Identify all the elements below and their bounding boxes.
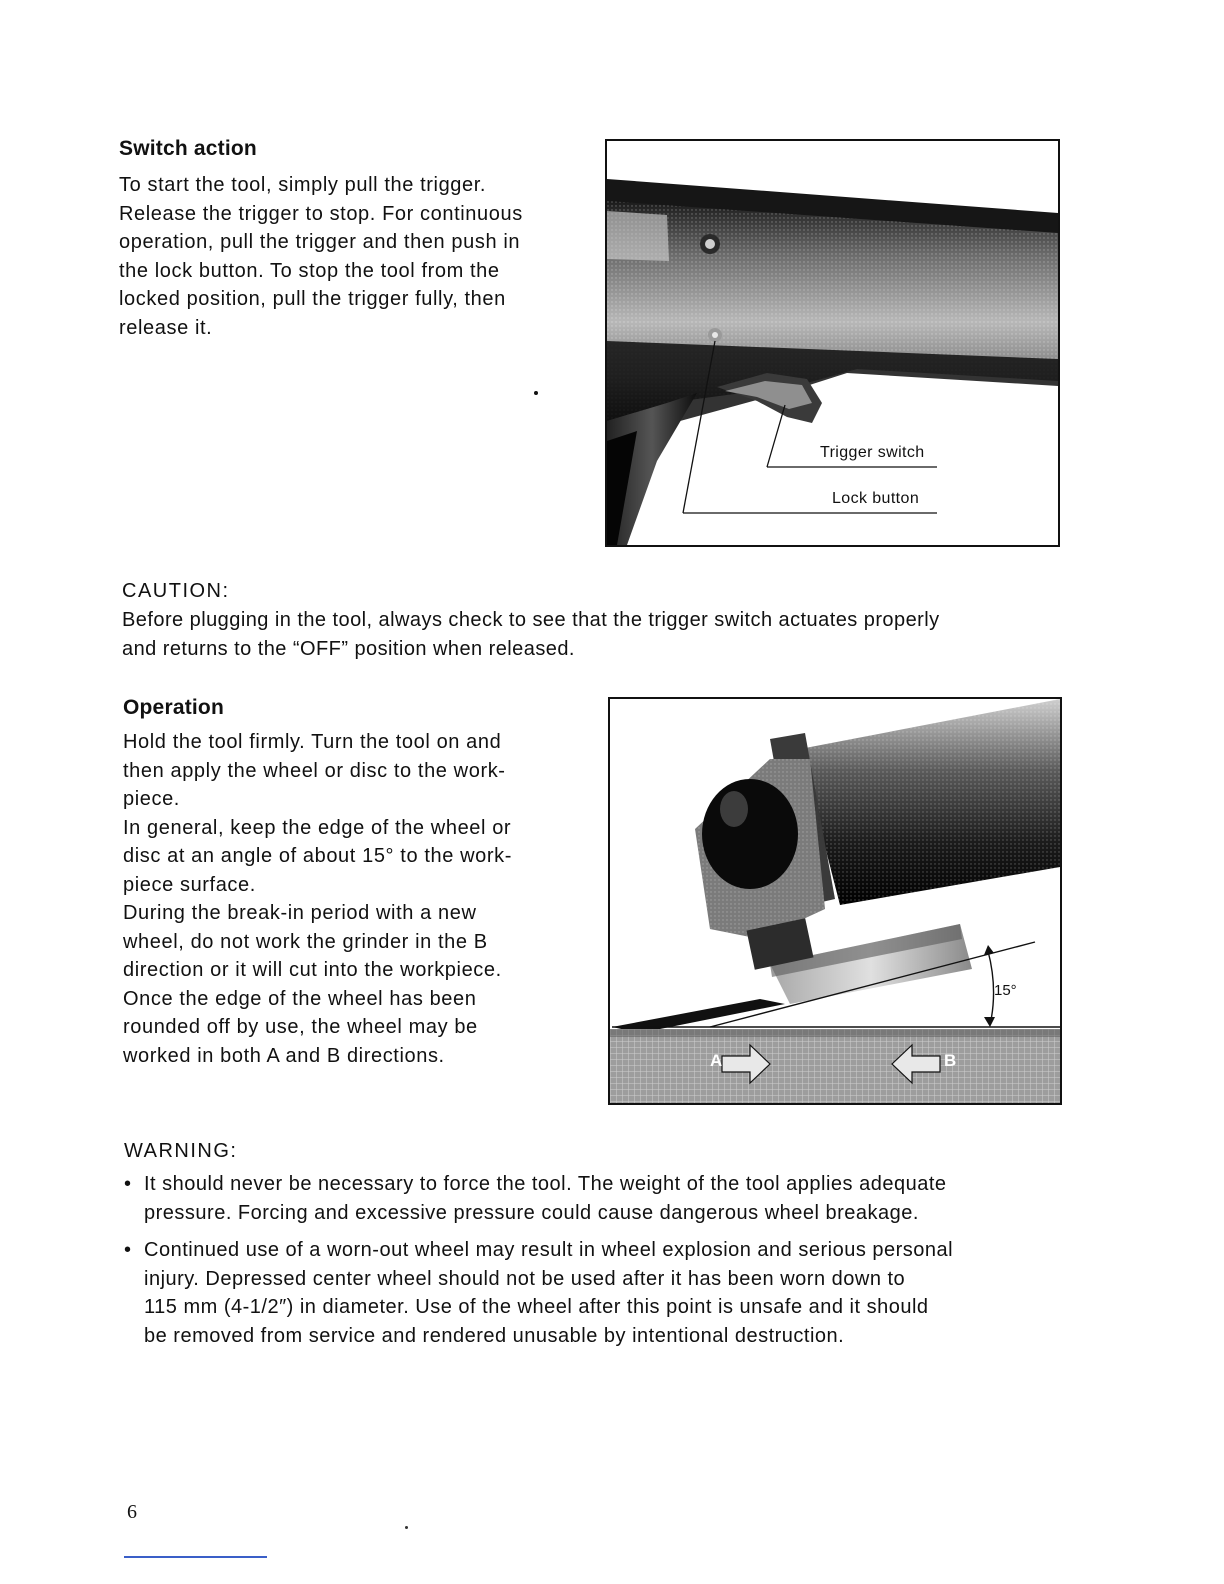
text-line: direction or it will cut into the workpiece. [123,959,502,981]
caution-label: CAUTION: [122,580,230,602]
switch-action-paragraph [119,171,575,342]
bullet-icon: • [124,1239,132,1261]
text-line: be removed from service and rendered unusable by intentional destruction. [144,1324,845,1347]
warning-text [144,1236,1069,1350]
text-line: injury. Depressed center wheel should not be used after it has been worn down to [144,1267,906,1290]
text-line: rounded off by use, the wheel may be [123,1016,478,1038]
text-line: It should never be necessary to force the tool. The weight of the tool applies adequate [144,1173,947,1195]
text-line: the lock button. To stop the tool from the [119,259,500,282]
caution-paragraph [122,606,1067,663]
page-number: 6 [127,1501,137,1523]
warning-label: WARNING: [124,1140,238,1162]
speck [405,1526,408,1529]
text-line: release it. [119,316,213,339]
text-line: Hold the tool firmly. Turn the tool on and [123,731,502,753]
text-line: Release the trigger to stop. For continuous [119,202,523,225]
text-line: piece surface. [123,873,256,896]
lock-button-label: Lock button [832,490,920,507]
grinder-angle-photo [610,699,1060,1103]
text-line: pressure. Forcing and excessive pressure could cause dangerous wheel breakage. [144,1201,919,1224]
switch-action-heading: Switch action [119,137,257,160]
text-line: wheel, do not work the grinder in the B [123,930,488,953]
angle-label: 15° [994,982,1017,999]
operation-paragraph [123,728,579,1070]
switch-figure [605,139,1060,547]
operation-figure [608,697,1062,1105]
warning-item [124,1236,1069,1350]
operation-heading: Operation [123,696,224,719]
text-line: To start the tool, simply pull the trigger. [119,174,487,196]
direction-a-label: A [710,1051,723,1070]
warning-item [124,1170,1069,1227]
trigger-switch-label: Trigger switch [820,444,925,461]
text-line: operation, pull the trigger and then push in [119,231,521,253]
text-line: In general, keep the edge of the wheel or [123,816,512,839]
text-line: Before plugging in the tool, always check to see that the trigger switch actuates properly [122,609,940,631]
text-line: and returns to the “OFF” position when released. [122,637,575,660]
text-line: Continued use of a worn-out wheel may result in wheel explosion and serious personal [144,1239,954,1261]
footer-rule [124,1556,267,1558]
text-line: piece. [123,788,180,810]
bullet-icon: • [124,1173,132,1195]
text-line: During the break-in period with a new [123,902,477,924]
speck [534,391,538,395]
grinder-switch-photo [607,141,1058,545]
text-line: then apply the wheel or disc to the work- [123,759,506,782]
text-line: worked in both A and B directions. [123,1044,445,1067]
warning-text [144,1170,1069,1227]
text-line: locked position, pull the trigger fully, then [119,288,506,310]
text-line: disc at an angle of about 15° to the work- [123,845,512,867]
text-line: Once the edge of the wheel has been [123,987,477,1010]
direction-b-label: B [944,1051,957,1070]
text-line: 115 mm (4-1/2″) in diameter. Use of the wheel after this point is unsafe and it should [144,1296,929,1318]
